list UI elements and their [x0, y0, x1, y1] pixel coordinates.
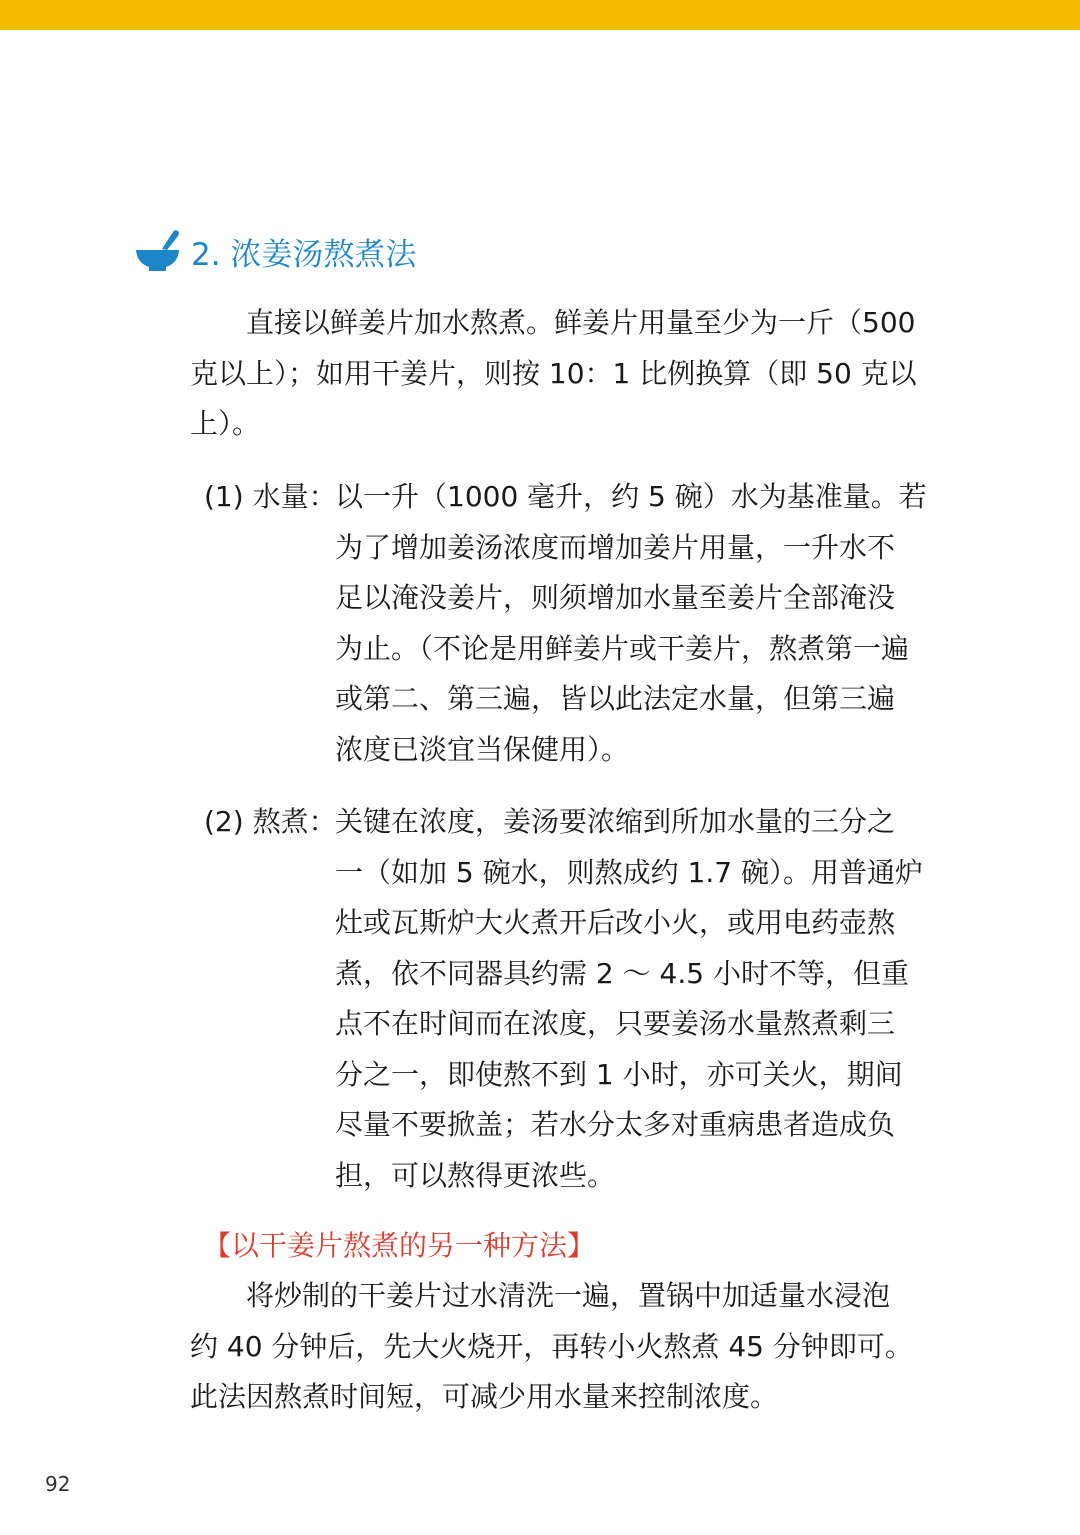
item2-line: 一（如加 5 碗水，则熬成约 1.7 碗）。用普通炉 — [335, 855, 923, 889]
item1-line: 或第二、第三遍，皆以此法定水量，但第三遍 — [335, 682, 896, 715]
item2-line: 分之一，即使熬不到 1 小时，亦可关火，期间 — [335, 1057, 903, 1091]
mortar-pestle-icon — [135, 229, 181, 273]
top-accent-bar — [0, 0, 1080, 30]
item2-paragraph — [335, 797, 923, 1201]
page-number: 92 — [45, 1472, 71, 1496]
item2-line: 灶或瓦斯炉大火煮开后改小火，或用电药壶熬 — [335, 906, 896, 939]
alt-method-paragraph — [190, 1271, 913, 1423]
alt-method-line: 此法因熬煮时间短，可减少用水量来控制浓度。 — [190, 1380, 779, 1413]
intro-paragraph — [190, 298, 917, 450]
alt-method-line: 约 40 分钟后，先大火烧开，再转小火熬煮 45 分钟即可。 — [190, 1329, 913, 1363]
item2-line: 担，可以熬得更浓些。 — [335, 1158, 616, 1192]
item2-line: 关键在浓度，姜汤要浓缩到所加水量的三分之 — [335, 805, 896, 838]
item1-line: 足以淹没姜片，则须增加水量至姜片全部淹没 — [335, 581, 896, 614]
intro-line: 克以上）；如用干姜片，则按 10：1 比例换算（即 50 克以 — [190, 356, 917, 390]
item1-paragraph — [335, 472, 927, 775]
intro-line: 直接以鲜姜片加水熬煮。鲜姜片用量至少为一斤（500 — [190, 306, 916, 339]
item2-label: (2) 熬煮： — [204, 805, 337, 838]
intro-line: 上）。 — [190, 407, 261, 440]
alt-method-heading: 【以干姜片熬煮的另一种方法】 — [203, 1229, 596, 1262]
item1-line: 为了增加姜汤浓度而增加姜片用量，一升水不 — [335, 530, 896, 564]
item2-line: 点不在时间而在浓度，只要姜汤水量熬煮剩三 — [335, 1007, 896, 1040]
item2-line: 煮，依不同器具约需 2 ～ 4.5 小时不等，但重 — [335, 956, 909, 990]
section-title: 2. 浓姜汤熬煮法 — [191, 236, 417, 273]
section-heading — [135, 226, 416, 276]
item1-line: 以一升（1000 毫升，约 5 碗）水为基准量。若 — [335, 480, 927, 513]
item1-line: 为止。（不论是用鲜姜片或干姜片，熬煮第一遍 — [335, 631, 910, 665]
item1-label: (1) 水量： — [204, 480, 337, 513]
item1-line: 浓度已淡宜当保健用）。 — [335, 732, 630, 766]
alt-method-line: 将炒制的干姜片过水清洗一遍，置锅中加适量水浸泡 — [190, 1279, 891, 1312]
item2-line: 尽量不要掀盖；若水分太多对重病患者造成负 — [335, 1108, 896, 1141]
